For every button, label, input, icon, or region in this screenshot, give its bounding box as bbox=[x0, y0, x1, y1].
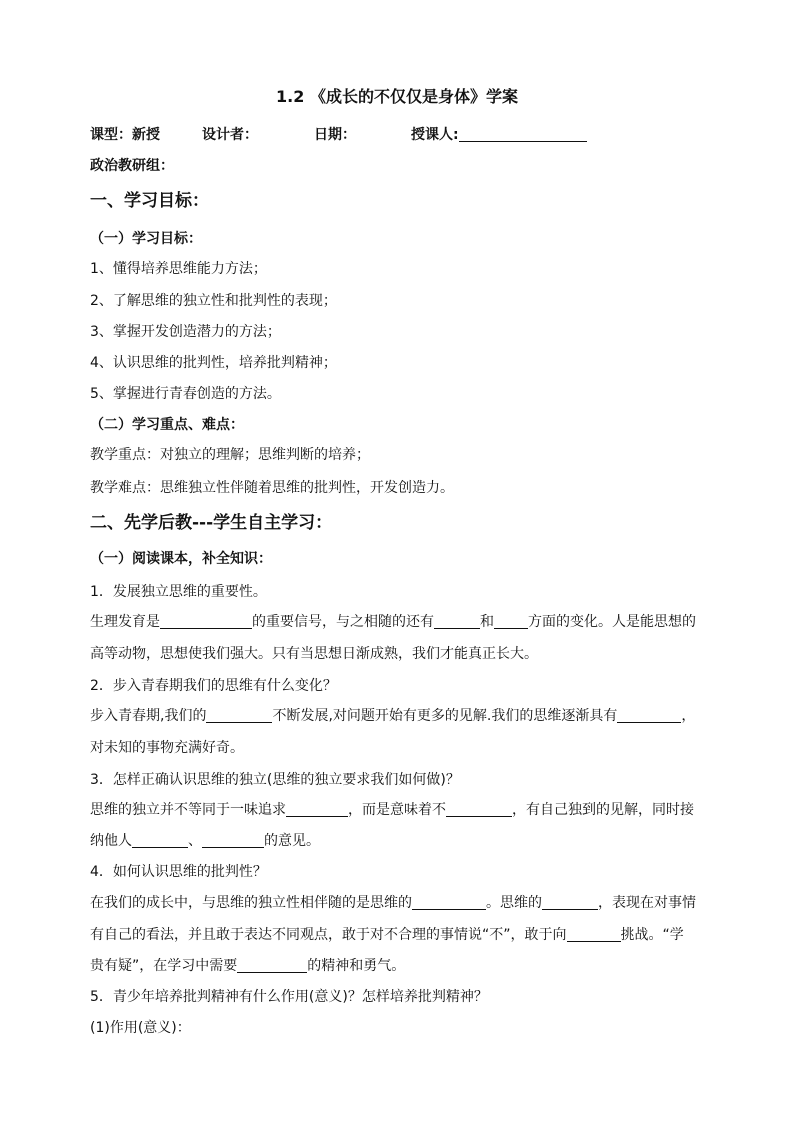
fill-blank[interactable] bbox=[617, 707, 681, 723]
date-label: 日期： bbox=[314, 127, 356, 143]
answer-line: 生理发育是 的重要信号，与之相随的还有 和 方面的变化。人是能思想的 bbox=[90, 614, 696, 630]
teaching-difficulty: 教学难点：思维独立性伴随着思维的批判性，开发创造力。 bbox=[90, 480, 454, 496]
designer-label: 设计者： bbox=[202, 127, 258, 143]
fill-blank[interactable] bbox=[412, 894, 486, 910]
goal-item: 2、了解思维的独立性和批判性的表现； bbox=[90, 293, 337, 309]
section2-sub1: （一）阅读课本，补全知识： bbox=[90, 551, 272, 567]
answer-line: 步入青春期,我们的 不断发展,对问题开始有更多的见解.我们的思维逐渐具有 ， bbox=[90, 708, 696, 724]
section1-sub2: （二）学习重点、难点： bbox=[90, 417, 244, 433]
section2-heading: 二、先学后教---学生自主学习： bbox=[90, 513, 333, 533]
course-type: 课型：新授 bbox=[90, 127, 160, 143]
answer-line: 纳他人 、 的意见。 bbox=[90, 833, 320, 849]
fill-blank[interactable] bbox=[286, 801, 348, 817]
question-2: 2．步入青春期我们的思维有什么变化？ bbox=[90, 678, 337, 694]
section1-sub1: （一）学习目标： bbox=[90, 231, 202, 247]
goal-item: 5、掌握进行青春创造的方法。 bbox=[90, 386, 281, 402]
question-3: 3．怎样正确认识思维的独立(思维的独立要求我们如何做)？ bbox=[90, 772, 460, 788]
goal-item: 3、掌握开发创造潜力的方法； bbox=[90, 324, 281, 340]
fill-blank[interactable] bbox=[237, 957, 307, 973]
fill-blank[interactable] bbox=[132, 832, 188, 848]
teaching-key: 教学重点：对独立的理解；思维判断的培养； bbox=[90, 447, 370, 463]
group-label: 政治教研组： bbox=[90, 158, 174, 174]
answer-line: 有自己的看法，并且敢于表达不同观点，敢于对不合理的事情说“不”，敢于向 挑战。“学 bbox=[90, 927, 684, 943]
goal-item: 4、认识思维的批判性，培养批判精神； bbox=[90, 355, 337, 371]
answer-line: 在我们的成长中，与思维的独立性相伴随的是思维的 。思维的 ，表现在对事情 bbox=[90, 895, 696, 911]
fill-blank[interactable] bbox=[160, 613, 252, 629]
fill-blank[interactable] bbox=[494, 613, 528, 629]
answer-line: 思维的独立并不等同于一味追求 ，而是意味着不 ，有自己独到的见解，同时接 bbox=[90, 802, 694, 818]
fill-blank[interactable] bbox=[434, 613, 480, 629]
question-1: 1．发展独立思维的重要性。 bbox=[90, 584, 267, 600]
fill-blank[interactable] bbox=[542, 894, 598, 910]
answer-line: 对未知的事物充满好奇。 bbox=[90, 740, 244, 756]
fill-blank[interactable] bbox=[567, 926, 621, 942]
answer-line: 高等动物，思想使我们强大。只有当思想日渐成熟，我们才能真正长大。 bbox=[90, 646, 538, 662]
question-4: 4．如何认识思维的批判性？ bbox=[90, 864, 267, 880]
goal-item: 1、懂得培养思维能力方法； bbox=[90, 261, 267, 277]
fill-blank[interactable] bbox=[206, 707, 272, 723]
fill-blank[interactable] bbox=[446, 801, 512, 817]
answer-line: (1)作用(意义)： bbox=[90, 1020, 191, 1036]
teacher-blank[interactable] bbox=[459, 126, 587, 142]
section1-heading: 一、学习目标： bbox=[90, 191, 209, 211]
page-title: 1.2 《成长的不仅仅是身体》学案 bbox=[276, 87, 518, 106]
answer-line: 贵有疑”，在学习中需要 的精神和勇气。 bbox=[90, 958, 406, 974]
question-5: 5．青少年培养批判精神有什么作用(意义)？怎样培养批判精神？ bbox=[90, 989, 488, 1005]
teacher-label: 授课人: bbox=[411, 127, 459, 143]
meta-row bbox=[90, 125, 587, 145]
fill-blank[interactable] bbox=[202, 832, 264, 848]
